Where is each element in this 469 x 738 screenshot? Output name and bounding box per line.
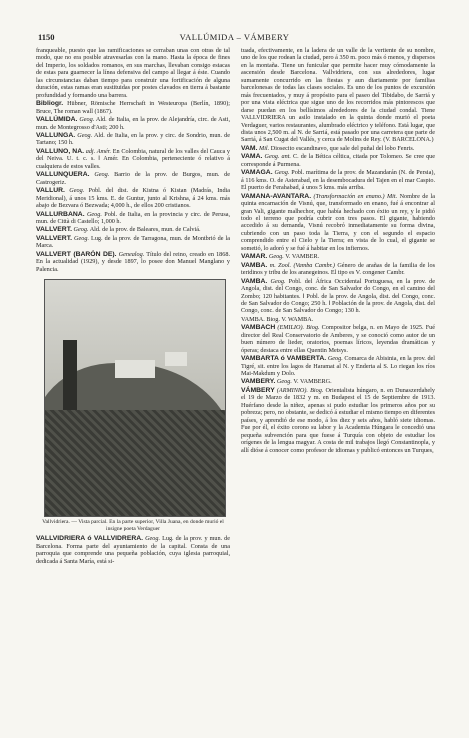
dictionary-entry	[36, 187, 230, 209]
dictionary-entry	[241, 324, 435, 354]
figure-caption: Vallvidriera. — Vista parcial. En la parte superior, Villa Juana, en donde murió el insigne poeta Verdaguer	[42, 519, 224, 532]
entry-label: Geog.	[276, 378, 292, 386]
dictionary-entry	[241, 262, 435, 277]
entry-label: Geog.	[77, 131, 93, 139]
entry-text: Hübner, Römische Herrschaft in Westeuropa (Berlín, 1890); Bruce, The roman wall (1867).	[36, 100, 230, 115]
entry-headword: VALLÚMIDA.	[36, 116, 78, 124]
entry-headword: VALLVIDRIERA ó VALLVIDRERA.	[36, 535, 144, 543]
entry-headword: VAMA.	[241, 153, 263, 161]
page-number: 1150	[38, 32, 55, 42]
dictionary-entry	[36, 251, 230, 273]
entry-headword: VAMAGA.	[241, 169, 273, 177]
dictionary-entry	[241, 387, 435, 454]
entry-text: Título del reino, creado en 1868. En la actualidad (1929), y desde 1897, lo posee don Manuel Manglano y Palencia.	[36, 250, 230, 273]
entry-text: Nombre de la quinta encarnación de Visnú, que, transformado en enano, fué á encontrar al gran Vali, gigante malhechor, que había hechado con éxito un rey, y le pidió todo el terreno que podría cubrir con tres pasos. El gigante, habiendo accedido á su demanda, Visnú recobró inmediatamente su forma divina, cubriendo con un paso toda la Tierra, y con el segundo el espacio comprendido entre el Cielo y la Tierra; en vista de lo cual, el gigante se sometió, lo adoró y se fué á habitar en los infiernos.	[241, 192, 436, 252]
entry-text: Lug. de la prov. de Tarragona, mun. de Montbrió de la Marca.	[36, 234, 231, 250]
dictionary-entry	[241, 193, 435, 253]
entry-label: Geog.	[74, 234, 89, 242]
dictionary-entry	[36, 47, 230, 99]
entry-label: Genealog.	[118, 250, 145, 258]
entry-label: Geog.	[86, 210, 102, 218]
page-header	[38, 32, 431, 44]
entry-text: Orientalista húngaro, n. en Dunaszerdahely el 19 de Marzo de 1832 y m. en Budapest el 15 de Septiembre de 1913. Huérfano desde la niñez, apenas si pudo estudiar los primeros años por su pobreza; pero, no obstante, se dedicó á estudiar el mismo tiempo en diferentes países, y aprendió de ese modo, á los diez y seis años, habló siete idiomas. Fue por él, el éxito corono su labor y la Academia Húngara le concedió una pequeña subvención para que fuese á Turquía con objeto de estudiar los orígenes de la lengua magyar. A costa de mil trabajos llegó Constantinopla, y allí dióse á conocer como profesor de idiomas y publicó entonces un Turques,	[241, 386, 435, 454]
entry-label: Geog.	[274, 169, 290, 177]
entry-headword: VALLVERT (BARÓN DE).	[36, 250, 117, 258]
entry-label: Geog.	[268, 253, 284, 261]
entry-headword: VAMANA-AVANTARA.	[241, 192, 312, 200]
entry-label: adj. Amér.	[85, 147, 112, 155]
dictionary-entry	[36, 211, 230, 226]
entry-label: (EMILIO). Biog.	[277, 324, 320, 332]
entry-text: V. VAMBER.	[285, 253, 320, 261]
entry-label: Geog.	[73, 226, 89, 234]
entry-text: Diosecito escandinavo, que sale del puñal del lobo Fenris.	[270, 144, 415, 152]
dictionary-entry	[241, 253, 435, 260]
entry-headword: Bibliogr.	[36, 100, 64, 108]
entry-text: Ald. de Italia, en la prov. y circ. de Sondrio, mun. de Tartano; 150 h.	[36, 131, 230, 147]
entry-text: Pobl. del África Occidental Portuguesa, en la prov. de Angola, dist. del Congo, conc. de San Salvador do Congo, en el camino del Zombo; 120 habitantes. ‖ Pobl. de la prov. de Angola, dist. del Congo, conc. de San Salvador do Congo; 250 h. ‖ Población de la prov. de Angola, dist. del Congo, conc. de San Salvador do Congo; 130 h.	[241, 277, 435, 315]
entry-headword: VALLURBANA.	[36, 210, 85, 218]
entry-text: Pobl. marítima de la prov. de Mazandarán (N. de Persia), á 116 kms. O. de Asterabad, en la desembocadura del Tajen en el mar Caspio. El puerto de Ferahabad, á unos 5 kms. más arriba.	[241, 169, 436, 192]
running-title: VALLÚMIDA – VÁMBERY	[179, 32, 290, 42]
entry-text: C. de la Bética céltica, citada por Tolomeo. Se cree que corresponde á Purmena.	[241, 153, 436, 168]
entry-text: Ald. de la prov. de Baleares, mun. de Calviá.	[89, 226, 201, 234]
vallvidriera-photo	[44, 279, 226, 517]
entry-headword: VAMBARTA ó VAMBERTA.	[241, 355, 327, 363]
entry-text: tuada, efectivamente, en la ladera de un valle de la vertiente de su nombre, uno de los que rodean la ciudad, pero á 350 m. poco más ó menos, y dispersos en la montaña. Tiene un funicular que permite hacer muy cómodamente la ascensión desde Barcelona. Vallvidriera, con sus alrededores, lugar sumamente concurrido en las fiestas y aun diariamente por familias barcelonesas de todas las clases sociales. Es uno de los puntos de excursión más frecuentados, y muy á propósito para el paseo del Tibidabo, de Sarriá y por una vista eléctrica que sigue uno de los recorridos más pintorescos que darse puedan en los bellísimos alrededores de la ciudad condal. Tiene VALLVIDRIERA un asilo instalado en la quinta donde murió el poeta Verdaguer, varios restaurantes, alumbrado eléctrico y teléfono. Está lugar, que dista unos 2,500 m. al N. de Sarriá, está pasado por una carretera que parte de Sarriá, á San Cugat del Vallés, y cerca de Molins de Rey. (V. BARCELONA.)	[241, 47, 435, 144]
entry-headword: VAMAR.	[241, 253, 268, 261]
dictionary-entry	[241, 278, 435, 315]
entry-headword: VALLVERT.	[36, 226, 72, 234]
entry-text: Ald. de Italia, en la prov. de Alejandría, circ. de Asti, mun. de Montegrosso d'Asti; 200 h.	[36, 116, 231, 131]
entry-text: franqueable, puesto que las ramificaciones se cerraban unas con otras de tal modo, que no era posible atravesarlas con la mano. Hasta la época de fines del Imperio, los soldados romanos, en sus marchas, llevaban consigo estacas de estas para guarnecer la línea defensiva del campo al llegar á éste. Cuando las circunstancias daban tiempo para construir una fortificación de alguna duración, estas ramas eran sustituidas por postes clavados en tierra á bastante profundidad y formando una barrera.	[36, 47, 230, 99]
dictionary-entry	[36, 235, 230, 250]
entry-text: Compositor belga, n. en Mayo de 1925. Fué director del Real Conservatorio de Amberes, y se conoció como autor de un buen número de lieder, oratorios, poemas líricos, leyendas dramáticas y óperas; destaca entre ellas Quentin Metsys.	[241, 324, 436, 354]
dictionary-entry	[241, 169, 435, 191]
entry-label: (Transformación en enano.) Mit.	[313, 192, 398, 200]
entry-text: Lug. de la prov. y mun. de Barcelona. Forma parte del ayuntamiento de la capital. Consta de una parroquia que comprende una pequeña población, cuya iglesia parroquial, dedicada á Santa María, está si-	[36, 535, 231, 565]
entry-label: Geog.	[327, 355, 343, 363]
entry-label: Geog.	[94, 171, 110, 179]
dictionary-entry	[241, 145, 435, 152]
entry-text: Comarca de Abisinia, en la prov. del Tigré, sit. entre los lagos de Haramat al N. y Enderta al S. Lo riegan los ríos Mai-Makdum y Dolo.	[241, 355, 436, 378]
dictionary-entry	[36, 100, 230, 115]
dictionary-entry	[36, 226, 230, 233]
entry-label: Mil.	[259, 144, 270, 152]
dictionary-entry	[241, 316, 435, 323]
entry-text: Pobl. del dist. de Kistna ó Kistan (Madrás, India Meridional), á unos 15 kms. E. de Guntur, junto al Krishna, á 24 kms. más abajo de Bezvara ó Bezwada; 4,000 h., de ellos 200 cristianos.	[36, 187, 231, 210]
entry-headword: VALLUNO, NA.	[36, 147, 84, 155]
dictionary-entry	[36, 171, 230, 186]
entry-headword: VAMBACH	[241, 324, 276, 332]
entry-headword: VAMBERY.	[241, 378, 276, 386]
right-column	[241, 47, 435, 455]
entry-headword: VAMBA.	[241, 261, 268, 269]
entry-label: (ARMINIO). Biog.	[276, 386, 324, 394]
entry-label: Geog.	[69, 187, 85, 195]
entry-text: En Colombia, natural de los valles del Cauca y del Neiva. U. t. c. s. ‖ Amér. En Colombia, perteneciente ó relativo á cualquiera de estos valles.	[36, 147, 231, 170]
dictionary-entry	[36, 132, 230, 147]
entry-headword: VALLUNQUERA.	[36, 171, 90, 179]
dictionary-entry	[241, 355, 435, 377]
entry-label: Geog.	[145, 535, 161, 543]
entry-text: V. VAMBERG.	[293, 378, 332, 386]
entry-label: Geog.	[270, 277, 286, 285]
entry-headword: VALLVERT.	[36, 234, 72, 242]
entry-label: Geog.	[79, 116, 95, 124]
dictionary-entry	[36, 535, 230, 565]
entry-headword: VAM.	[241, 144, 258, 152]
entry-label: Geog. ant.	[264, 153, 291, 161]
dictionary-entry	[36, 148, 230, 170]
left-column	[36, 47, 230, 566]
dictionary-entry	[241, 153, 435, 168]
entry-text: Pobl. de Italia, en la provincia y circ. de Perusa, mun. de Città di Castello; 1,000 h.	[36, 210, 231, 225]
dictionary-entry	[241, 378, 435, 385]
entry-text: Barrio de la prov. de Burgos, mun. de Castrogeriz.	[36, 171, 231, 186]
entry-headword: VALLUNGA.	[36, 131, 76, 139]
dictionary-entry	[241, 47, 435, 144]
entry-text: Género de arañas de la familia de los teridinos y tribu de los aranegeinos. El tipo es V. congener Cambr.	[241, 261, 436, 277]
entry-headword: VÁMBERY	[241, 386, 275, 394]
dictionary-entry	[36, 116, 230, 131]
entry-headword: VAMBA.	[241, 277, 268, 285]
entry-headword: VALLUR.	[36, 187, 65, 195]
entry-text: VAMBA. Biog. V. WAMBA.	[241, 315, 314, 323]
entry-label: m. Zool. (Vamba Cambr.)	[269, 261, 335, 269]
